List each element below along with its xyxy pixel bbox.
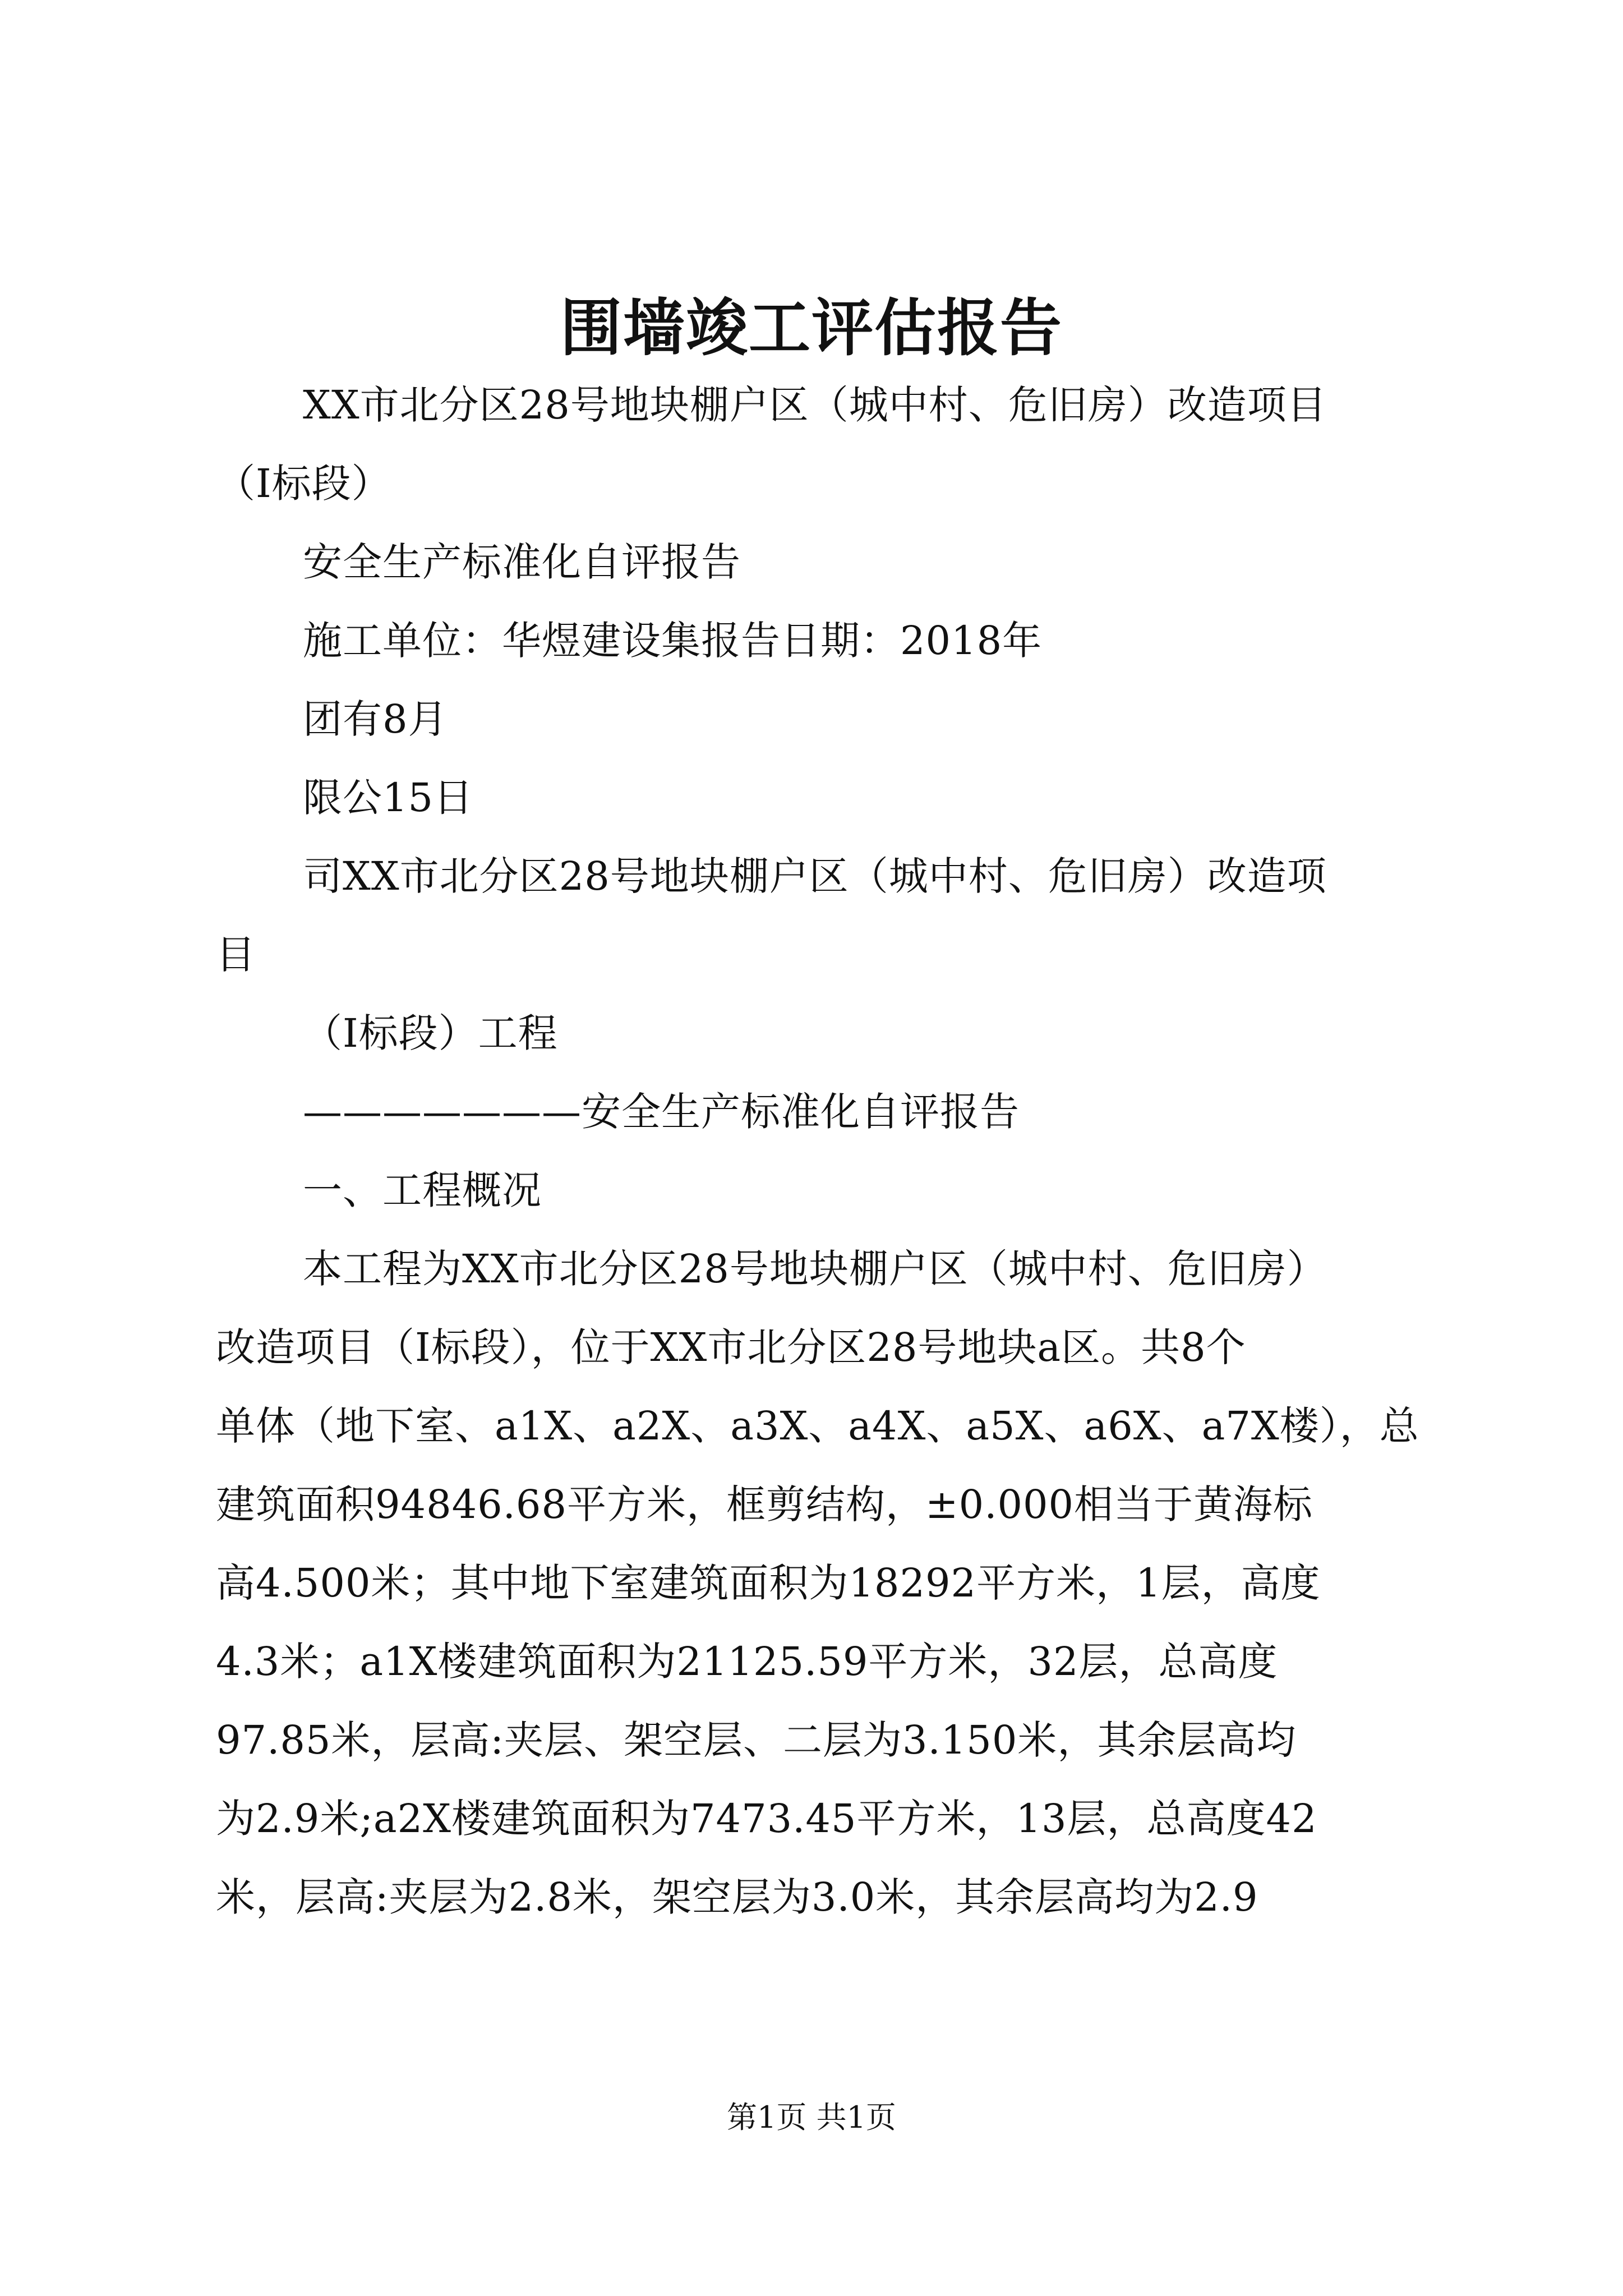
text-line: 施工单位：华煜建设集报告日期：2018年 bbox=[303, 618, 1043, 664]
text-line: 单体（地下室、a1X、a2X、a3X、a4X、a5X、a6X、a7X楼），总 bbox=[216, 1403, 1419, 1449]
text-line: XX市北分区28号地块棚户区（城中村、危旧房）改造项目 bbox=[303, 382, 1327, 428]
text-line: 司XX市北分区28号地块棚户区（城中村、危旧房）改造项 bbox=[303, 853, 1327, 899]
text-line: 为2.9米;a2X楼建筑面积为7473.45平方米，13层，总高度42 bbox=[216, 1796, 1317, 1842]
text-line: 改造项目（Ⅰ标段），位于XX市北分区28号地块a区。共8个 bbox=[216, 1324, 1246, 1370]
text-line: 97.85米，层高:夹层、架空层、二层为3.150米，其余层高均 bbox=[216, 1717, 1297, 1763]
text-line: 米，层高:夹层为2.8米，架空层为3.0米，其余层高均为2.9 bbox=[216, 1874, 1258, 1920]
text-line: （Ⅰ标段）工程 bbox=[303, 1010, 558, 1056]
text-line: 团有8月 bbox=[303, 696, 448, 742]
text-line: 高4.500米；其中地下室建筑面积为18292平方米，1层，高度 bbox=[216, 1560, 1321, 1606]
text-line: 本工程为XX市北分区28号地块棚户区（城中村、危旧房） bbox=[303, 1246, 1327, 1292]
text-line: 安全生产标准化自评报告 bbox=[303, 539, 741, 585]
text-line: 目 bbox=[216, 932, 256, 978]
section-heading: 一、工程概况 bbox=[303, 1167, 542, 1213]
page-footer: 第1页 共1页 bbox=[727, 2100, 896, 2135]
text-line: ———————安全生产标准化自评报告 bbox=[303, 1089, 1020, 1135]
text-line: 4.3米；a1X楼建筑面积为21125.59平方米，32层，总高度 bbox=[216, 1639, 1278, 1685]
text-line: 限公15日 bbox=[303, 775, 474, 821]
text-line: （Ⅰ标段） bbox=[216, 461, 391, 507]
document-title: 围墙竣工评估报告 bbox=[560, 292, 1063, 364]
text-line: 建筑面积94846.68平方米，框剪结构，±0.000相当于黄海标 bbox=[216, 1481, 1313, 1527]
